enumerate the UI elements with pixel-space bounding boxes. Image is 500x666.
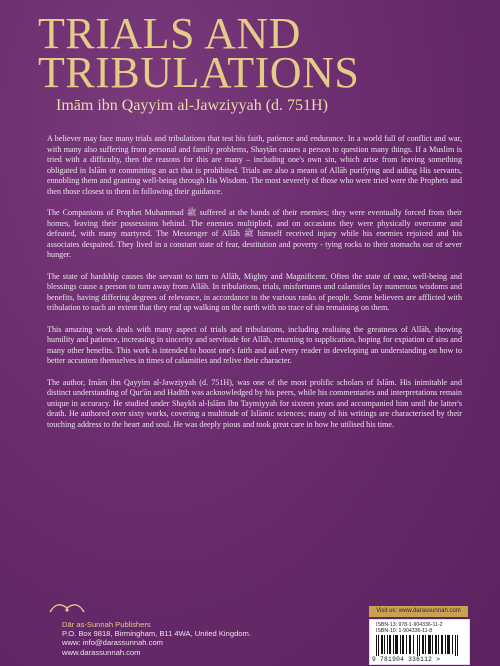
isbn-barcode — [369, 619, 470, 665]
publisher-address: P.O. Box 9818, Birmingham, B11 4WA, United Kingdom. — [62, 629, 251, 639]
publisher-email: www: info@darassunnah.com — [62, 638, 163, 648]
title-line-1: TRIALS AND — [38, 9, 301, 58]
barcode-digits: 9 781904 336112 > — [372, 656, 441, 663]
blurb-paragraph-1: A believer may face many trials and tribulations that test his faith, patience and endurance. In a world full of conflict and war, with many also suffering from personal and family problems, Shayṭān causes a person to question many things. If a Muslim is tried with a difficulty, then the reasons for this are many – including one's own sin, which arise from leaving something obligated in Islām or committing an act that is prohibited. Trials are also a means of Allāh purifying and aiding His servants, ennobling them and granting well-being through His Wisdom. The most severely of those who were tried were the Prophets and then those closest to them in following their guidance. — [47, 134, 462, 196]
blurb-paragraph-4: This amazing work deals with many aspect of trials and tribulations, including realising the greatness of Allāh, showing humility and patience, increasing in sincerity and servitude for Allāh, returning to supplication, hoping for expiation of sins and many other benefits. This work is intended to boost one's faith and aid every reader in developing an understanding on how to better accustom themselves in times of calamities and relive their character. — [47, 324, 462, 365]
isbn-13: ISBN-13: 978-1-904336-11-2 — [376, 622, 443, 628]
blurb-text — [47, 134, 462, 441]
publisher-logo-icon — [47, 598, 87, 616]
book-title — [38, 9, 360, 97]
blurb-paragraph-2: The Companions of Prophet Muhammad ﷺ suffered at the hands of their enemies; they were eventually forced from their homes, leaving their possessions behind. The enemies multiplied, and on occasions they were physically overcome and defeated, with many martyred. The Messenger of Allāh ﷺ himself received injury while his enemies rejoiced and his associates despaired. They lived in a constant state of fear, destitution and poverty - tying rocks to their stomachs out of sever hunger. — [47, 208, 462, 259]
publisher-website: www.darassunnah.com — [62, 647, 141, 657]
publisher-name: Dār as-Sunnah Publishers — [62, 620, 151, 629]
publisher-info — [62, 620, 251, 657]
visit-us-label: Visit us: www.darassunnah.com — [369, 606, 468, 617]
barcode-icon — [374, 635, 466, 656]
author-name: Imām ibn Qayyim al-Jawziyyah (d. 751H) — [56, 97, 328, 114]
isbn-10: ISBN-10: 1-904336-11-8 — [376, 628, 433, 634]
blurb-paragraph-5: The author, Imām ibn Qayyim al-Jawziyyah (d. 751H), was one of the most prolific scholars of Islām. His inimitable and distinct understanding of Qur'ān and Hadīth was acknowledged by his peers, while his commentaries and interpretations remain unique in accuracy. He studied under Shaykh al-Islām Ibn Taymiyyah for sixteen years and accompanied him until the latter's death. He authored over sixty works, covering a multitude of Islāmic sciences; many of his writings are characterised by their touching address to the heart and soul. He was deeply pious and took great care in how he utilised his time. — [47, 377, 462, 429]
title-line-2: TRIBULATIONS — [38, 48, 360, 97]
blurb-paragraph-3: The state of hardship causes the servant to turn to Allāh, Mighty and Magnificent. Often the state of ease, well-being and blessings cause a person to turn away from Allāh. In tribulations, trials, misfortunes and calamities lay numerous wisdoms and benefits, having differing degrees of relevance, in accordance to the various ranks of people. Some believers are afflicted with tribulation to such an extent that they end up walking on the earth with no trace of sin remaining on them. — [47, 271, 462, 312]
